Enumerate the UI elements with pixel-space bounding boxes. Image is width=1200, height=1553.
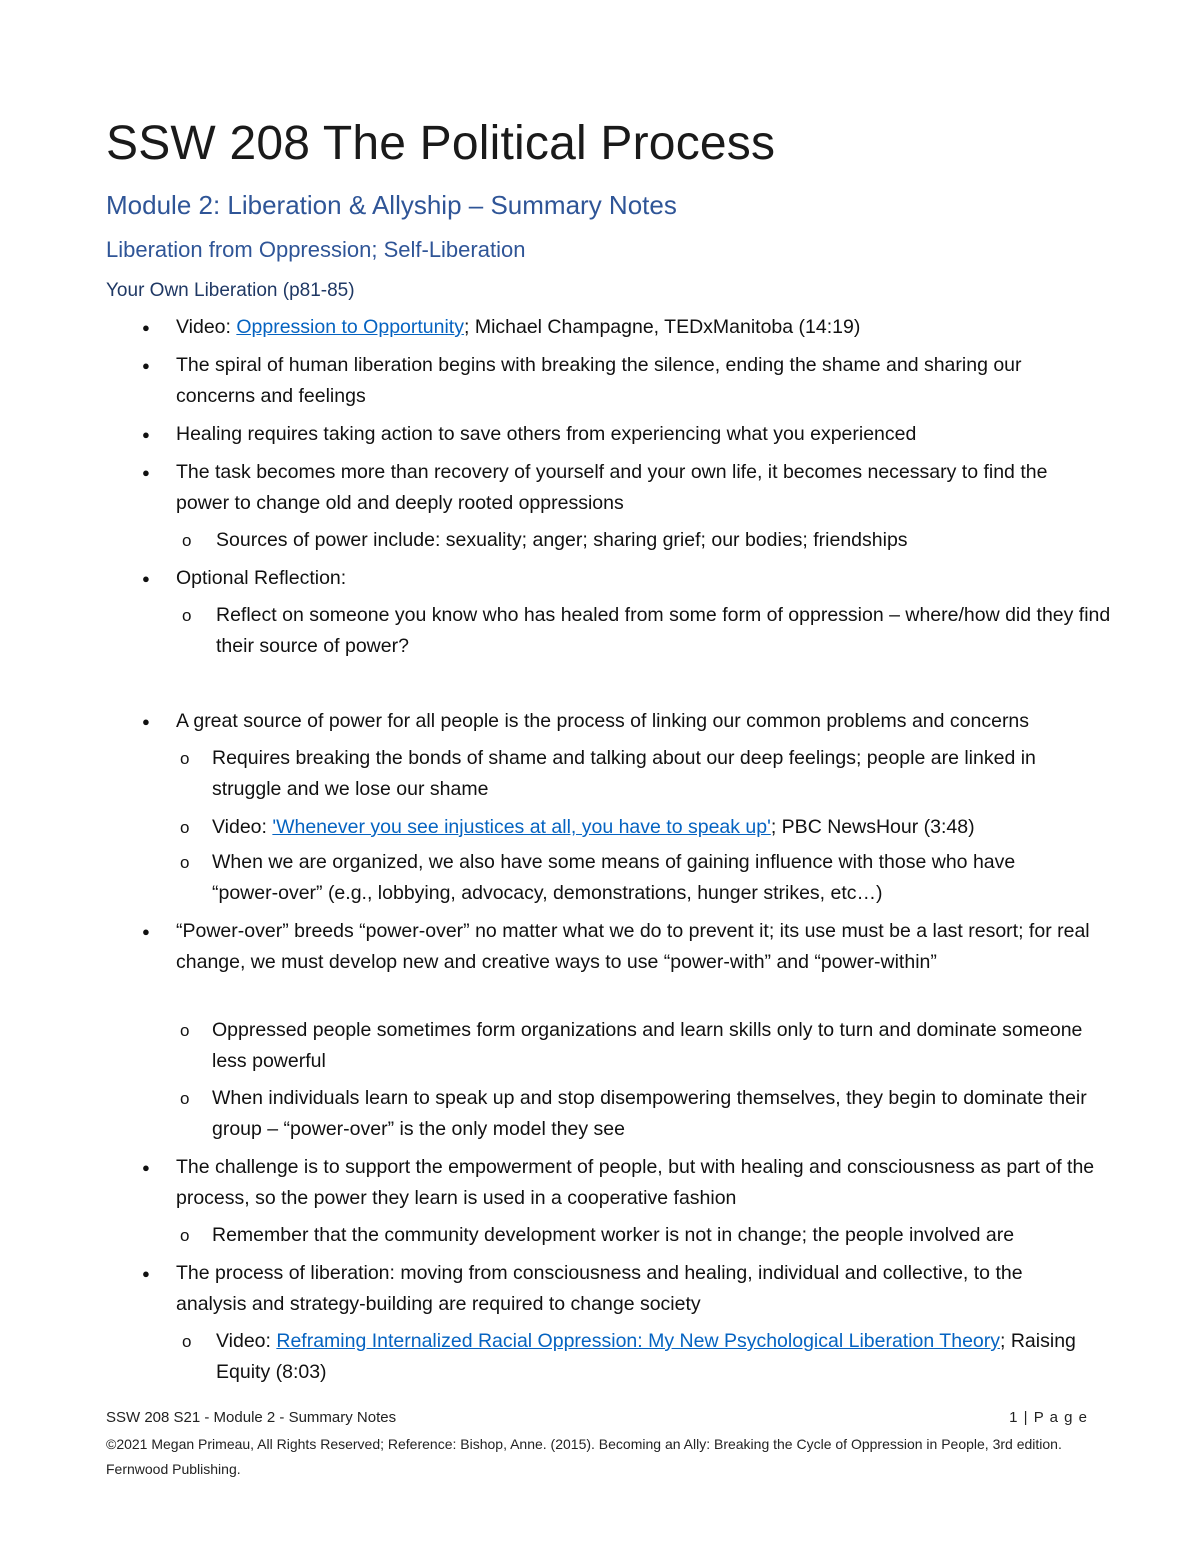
video-link-oppression-to-opportunity[interactable]: Oppression to Opportunity (236, 316, 464, 338)
sub-bullet-icon: o (182, 606, 192, 625)
list-item-sub (180, 1220, 1152, 1251)
item-text: Requires breaking the bonds of shame and talking about our deep feelings; people are linked in struggle and we lose our shame (212, 747, 1036, 800)
list-item-sub (180, 743, 1062, 805)
list-item (142, 350, 1096, 412)
section-heading: Liberation from Oppression; Self-Liberation (106, 237, 526, 262)
item-prefix: Video: (212, 816, 273, 838)
video-link-reframing-oppression[interactable]: Reframing Internalized Racial Oppression: My New Psychological Liberation Theory (276, 1330, 1001, 1352)
sub-bullet-icon: o (182, 531, 192, 550)
list-item-sub (182, 525, 1116, 556)
footer-course-label: SSW 208 S21 - Module 2 - Summary Notes (106, 1409, 397, 1426)
video-link-speak-up[interactable]: 'Whenever you see injustices at all, you have to speak up' (272, 816, 771, 838)
item-suffix: ; PBC NewsHour (3:48) (770, 816, 975, 838)
item-text: The spiral of human liberation begins with breaking the silence, ending the shame and sharing our concerns and feelings (176, 354, 1022, 407)
list-item (142, 916, 1106, 978)
document-title: SSW 208 The Political Process (106, 117, 776, 170)
list-item-sub (180, 847, 1072, 909)
list-item-sub (180, 1083, 1092, 1145)
item-text: Reflect on someone you know who has healed from some form of oppression – where/how did they find their source of power? (216, 604, 1111, 657)
list-item (142, 457, 1096, 519)
list-item (142, 1152, 1116, 1214)
item-text: The task becomes more than recovery of yourself and your own life, it becomes necessary to find the power to change old and deeply rooted oppressions (176, 461, 1048, 514)
sub-bullet-icon: o (180, 1021, 190, 1040)
bullet-icon: ● (142, 924, 150, 939)
list-item-sub (182, 600, 1116, 662)
item-suffix: ; Raising Equity (8:03) (216, 1330, 1076, 1383)
subsection-heading: Your Own Liberation (p81-85) (106, 280, 355, 301)
bullet-icon: ● (142, 427, 150, 442)
bullet-icon: ● (142, 714, 150, 729)
item-text: When we are organized, we also have some means of gaining influence with those who have “power-over” (e.g., lobbying, advocacy, demonstrations, hunger strikes, etc…) (212, 851, 1016, 904)
module-heading: Module 2: Liberation & Allyship – Summary Notes (106, 190, 677, 220)
list-item (142, 706, 1136, 737)
item-text: Remember that the community development worker is not in change; the people involved are (212, 1224, 1015, 1246)
bullet-icon: ● (142, 320, 150, 335)
bullet-icon: ● (142, 358, 150, 373)
item-text: “Power-over” breeds “power-over” no matter what we do to prevent it; its use must be a last resort; for real change, we must develop new and creative ways to use “power-with” and “power-within” (176, 920, 1090, 973)
sub-bullet-icon: o (180, 1226, 190, 1245)
list-item-sub (182, 1326, 1116, 1388)
item-text: When individuals learn to speak up and stop disempowering themselves, they begin to dominate their group – “power-over” is the only model they see (212, 1087, 1087, 1140)
item-text: The challenge is to support the empowerment of people, but with healing and consciousness as part of the process, so the power they learn is used in a cooperative fashion (176, 1156, 1095, 1209)
sub-bullet-icon: o (180, 749, 190, 768)
item-text: Healing requires taking action to save others from experiencing what you experienced (176, 423, 917, 445)
list-item-sub (180, 1015, 1112, 1077)
bullet-icon: ● (142, 571, 150, 586)
item-text: The process of liberation: moving from consciousness and healing, individual and collective, to the analysis and strategy-building are required to change society (176, 1262, 1023, 1315)
bullet-icon: ● (142, 1266, 150, 1281)
sub-bullet-icon: o (180, 818, 190, 837)
footer-page-number: 1 | P a g e (1009, 1409, 1088, 1426)
item-prefix: Video: (216, 1330, 277, 1352)
list-item (142, 563, 1096, 594)
list-item (142, 419, 1116, 450)
sub-bullet-icon: o (182, 1332, 192, 1351)
footer-copyright: ©2021 Megan Primeau, All Rights Reserved; Reference: Bishop, Anne. (2015). Becoming an Ally: Breaking the Cycle of Oppression in People, 3rd edition. Fernwood Publishing. (106, 1436, 1062, 1477)
list-item (142, 1258, 1096, 1320)
item-prefix: Video: (176, 316, 237, 338)
sub-bullet-icon: o (180, 1089, 190, 1108)
item-text: Sources of power include: sexuality; anger; sharing grief; our bodies; friendships (216, 529, 908, 551)
item-text: Optional Reflection: (176, 567, 347, 589)
list-item (142, 312, 1116, 343)
sub-bullet-icon: o (180, 853, 190, 872)
item-text: Oppressed people sometimes form organizations and learn skills only to turn and dominate someone less powerful (212, 1019, 1083, 1072)
bullet-icon: ● (142, 465, 150, 480)
bullet-icon: ● (142, 1160, 150, 1175)
item-text: A great source of power for all people is the process of linking our common problems and concerns (176, 710, 1030, 732)
item-suffix: ; Michael Champagne, TEDxManitoba (14:19) (463, 316, 861, 338)
list-item-sub (180, 812, 1112, 843)
